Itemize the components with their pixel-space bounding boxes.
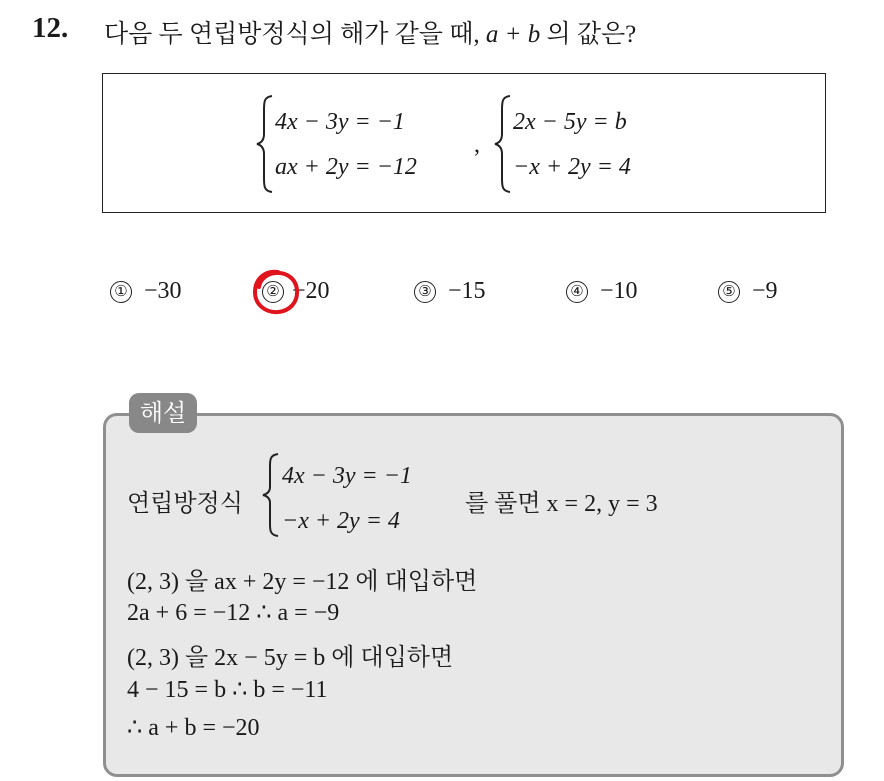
choice-2-number-icon: ② (262, 281, 284, 303)
equation-box (102, 73, 826, 213)
solution-line-2: 2a + 6 = −12 ∴ a = −9 (127, 600, 340, 626)
system2-equation-2: −x + 2y = 4 (513, 154, 631, 180)
solution-line-5: ∴ a + b = −20 (127, 715, 260, 741)
solution-system-equation-2: −x + 2y = 4 (282, 508, 400, 534)
question-text (104, 14, 636, 50)
solution-tab-label: 해설 (129, 393, 197, 433)
question-number: 12. (32, 12, 69, 44)
answer-circle-mark-icon (251, 268, 301, 316)
system2-equation-1: 2x − 5y = b (513, 109, 627, 135)
solution-system-equation-1: 4x − 3y = −1 (282, 463, 412, 489)
choice-4[interactable] (566, 278, 638, 305)
solution-intro-result: 를 풀면 x = 2, y = 3 (465, 491, 658, 517)
system1-brace (255, 94, 275, 194)
solution-line-4: 4 − 15 = b ∴ b = −11 (127, 677, 328, 703)
choice-1-number-icon: ① (110, 281, 132, 303)
question-text-suffix: 의 값은? (540, 21, 637, 48)
choice-1-value: −30 (144, 278, 182, 304)
solution-system-brace (261, 452, 281, 538)
choice-2-value: −20 (292, 278, 330, 304)
solution-line-3: (2, 3) 을 2x − 5y = b 에 대입하면 (127, 645, 454, 671)
choice-3[interactable] (414, 278, 486, 305)
choice-3-number-icon: ③ (414, 281, 436, 303)
question-text-expr: a + b (485, 21, 541, 48)
choice-4-number-icon: ④ (566, 281, 588, 303)
question-text-prefix: 다음 두 연립방정식의 해가 같을 때, (104, 21, 486, 48)
choice-5[interactable] (718, 278, 778, 305)
choice-1[interactable] (110, 278, 182, 305)
choice-5-value: −9 (752, 278, 778, 304)
choice-3-value: −15 (448, 278, 486, 304)
system1-equation-2: ax + 2y = −12 (275, 154, 417, 180)
choice-4-value: −10 (600, 278, 638, 304)
solution-intro-label: 연립방정식 (127, 491, 243, 517)
solution-line-1: (2, 3) 을 ax + 2y = −12 에 대입하면 (127, 569, 478, 595)
choice-5-number-icon: ⑤ (718, 281, 740, 303)
system-separator: , (474, 132, 480, 158)
system1-equation-1: 4x − 3y = −1 (275, 109, 405, 135)
system2-brace (493, 94, 513, 194)
